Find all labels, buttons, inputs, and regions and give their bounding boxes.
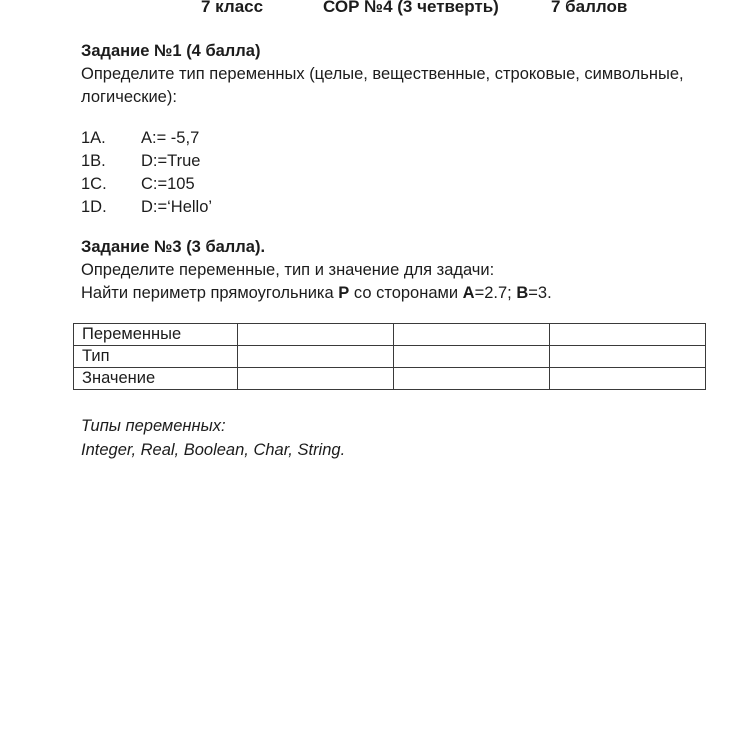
table-row xyxy=(74,324,706,346)
problem-text: Найти периметр прямоугольника xyxy=(81,284,339,302)
variable-b: B xyxy=(516,284,529,302)
types-list: Integer, Real, Boolean, Char, String. xyxy=(81,441,346,459)
item-expression: D:=True xyxy=(141,152,201,170)
answer-cell[interactable] xyxy=(394,324,550,346)
table-row xyxy=(74,368,706,390)
value-b: =3. xyxy=(528,284,552,302)
worksheet-header xyxy=(0,0,750,20)
answer-cell[interactable] xyxy=(238,324,394,346)
answer-cell[interactable] xyxy=(238,346,394,368)
variable-types-note xyxy=(81,414,345,462)
item-expression: A:= -5,7 xyxy=(141,129,200,147)
row-label: Переменные xyxy=(74,324,238,346)
answer-cell[interactable] xyxy=(394,346,550,368)
answer-cell[interactable] xyxy=(550,368,706,390)
variable-a: A xyxy=(462,284,475,302)
task-1-title: Задание №1 (4 балла) xyxy=(81,42,261,60)
value-a: =2.7; xyxy=(474,284,517,302)
answer-table xyxy=(73,323,706,390)
item-number: 1A. xyxy=(81,129,106,147)
item-expression: D:=‘Hello’ xyxy=(141,198,213,216)
answer-cell[interactable] xyxy=(550,324,706,346)
item-number: 1D. xyxy=(81,198,107,216)
task-3-problem xyxy=(81,282,721,305)
task-1 xyxy=(81,40,701,109)
types-label: Типы переменных: xyxy=(81,417,226,435)
item-expression: C:=105 xyxy=(141,175,195,193)
item-number: 1C. xyxy=(81,175,107,193)
answer-cell[interactable] xyxy=(238,368,394,390)
answer-cell[interactable] xyxy=(394,368,550,390)
task-3-title: Задание №3 (3 балла). xyxy=(81,238,266,256)
answer-cell[interactable] xyxy=(550,346,706,368)
task-1-text: Определите тип переменных (целые, вещественные, строковые, символьные, логические): xyxy=(81,65,684,106)
task-3-text: Определите переменные, тип и значение для задачи: xyxy=(81,261,495,279)
total-points: 7 баллов xyxy=(551,0,628,16)
assessment-title: СОР №4 (3 четверть) xyxy=(323,0,499,16)
row-label: Тип xyxy=(74,346,238,368)
row-label: Значение xyxy=(74,368,238,390)
grade-label: 7 класс xyxy=(201,0,264,16)
variable-p: P xyxy=(338,284,350,302)
problem-text: со сторонами xyxy=(349,284,463,302)
task-3 xyxy=(81,236,721,305)
table-row xyxy=(74,346,706,368)
item-number: 1B. xyxy=(81,152,106,170)
